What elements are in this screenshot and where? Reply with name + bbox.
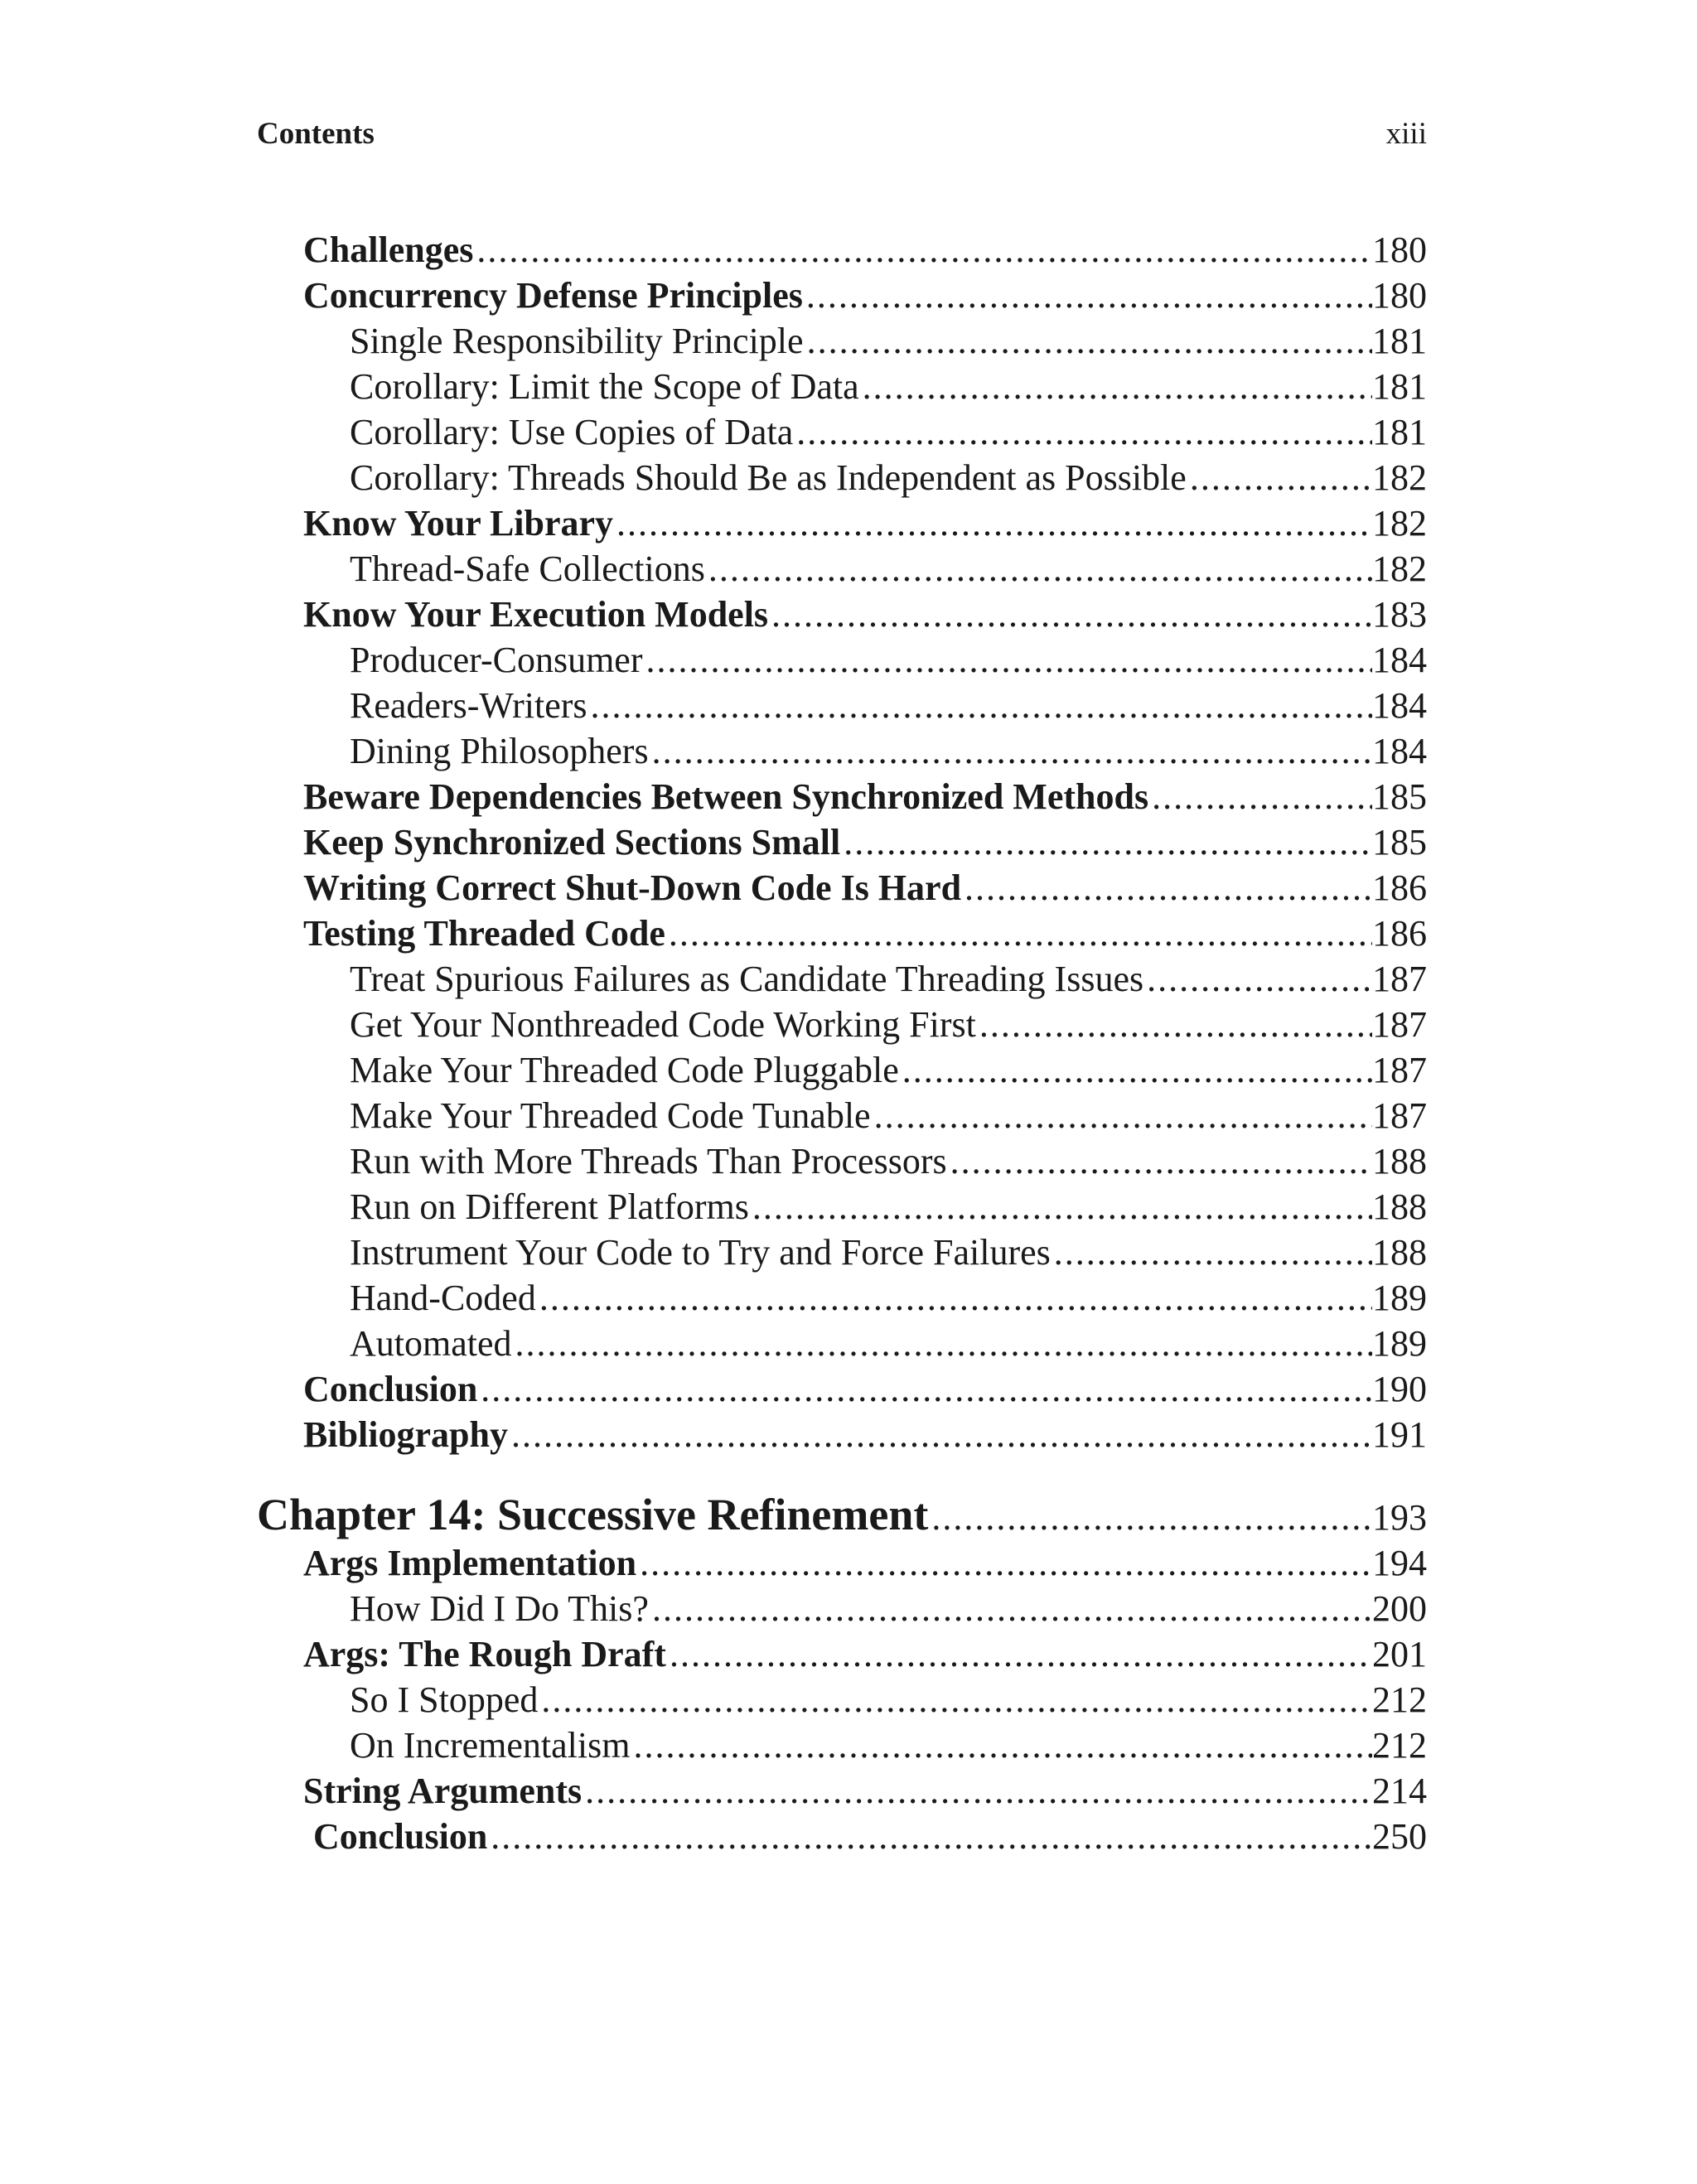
toc-entry-page: 212 bbox=[1372, 1679, 1427, 1720]
toc-entry-title: Dining Philosophers bbox=[350, 731, 649, 771]
dot-leader bbox=[665, 911, 1372, 956]
dot-leader bbox=[649, 729, 1372, 774]
dot-leader bbox=[947, 1139, 1372, 1184]
dot-leader bbox=[961, 866, 1372, 911]
dot-leader bbox=[642, 638, 1372, 683]
toc-entry bbox=[303, 1632, 1427, 1677]
toc-entry-page: 187 bbox=[1372, 1050, 1427, 1090]
toc-entry-title: Conclusion bbox=[313, 1816, 488, 1857]
toc-entry-page: 189 bbox=[1372, 1278, 1427, 1318]
toc-entry-title: Args: The Rough Draft bbox=[303, 1634, 666, 1674]
toc-entry-title: Producer-Consumer bbox=[350, 640, 643, 680]
toc-chapter-heading bbox=[257, 1488, 1427, 1541]
dot-leader bbox=[804, 319, 1372, 364]
toc-entry-page: 188 bbox=[1372, 1141, 1427, 1181]
dot-leader bbox=[536, 1276, 1372, 1321]
toc-entry-page: 187 bbox=[1372, 1095, 1427, 1136]
toc-entry bbox=[350, 1094, 1427, 1138]
toc-entry-title: Hand-Coded bbox=[350, 1278, 536, 1318]
dot-leader bbox=[976, 1003, 1372, 1047]
dot-leader bbox=[749, 1185, 1372, 1230]
toc-entry bbox=[350, 729, 1427, 774]
toc-entry-title: How Did I Do This? bbox=[350, 1588, 649, 1629]
toc-entry-page: 189 bbox=[1372, 1323, 1427, 1364]
toc-entry bbox=[303, 820, 1427, 865]
dot-leader bbox=[1143, 957, 1372, 1002]
toc-entry-title: Chapter 14: Successive Refinement bbox=[257, 1490, 929, 1539]
toc-entry bbox=[350, 1048, 1427, 1093]
running-head bbox=[257, 114, 1427, 154]
toc-entry-page: 181 bbox=[1372, 366, 1427, 407]
toc-entry-page: 181 bbox=[1372, 321, 1427, 361]
toc-entry-page: 182 bbox=[1372, 503, 1427, 544]
toc-entry-page: 187 bbox=[1372, 1004, 1427, 1045]
dot-leader bbox=[1148, 775, 1372, 819]
dot-leader bbox=[803, 273, 1372, 318]
toc-entry bbox=[350, 1322, 1427, 1366]
dot-leader bbox=[871, 1094, 1372, 1138]
toc-entry bbox=[303, 273, 1427, 318]
toc-entry-title: Corollary: Threads Should Be as Independent as Possible bbox=[350, 457, 1187, 498]
dot-leader bbox=[899, 1048, 1372, 1093]
dot-leader bbox=[473, 228, 1372, 273]
toc-entry bbox=[313, 1814, 1427, 1859]
toc-entry-title: Bibliography bbox=[303, 1414, 508, 1455]
dot-leader bbox=[636, 1541, 1372, 1586]
dot-leader bbox=[768, 592, 1372, 637]
dot-leader bbox=[1051, 1230, 1372, 1275]
toc-entry-page: 191 bbox=[1372, 1414, 1427, 1455]
toc-entry-title: So I Stopped bbox=[350, 1679, 539, 1720]
toc-entry bbox=[350, 365, 1427, 409]
toc-entry-page: 183 bbox=[1372, 594, 1427, 635]
toc-entry-title: Know Your Library bbox=[303, 503, 614, 544]
toc-entry bbox=[350, 1185, 1427, 1230]
toc-entry-page: 185 bbox=[1372, 822, 1427, 862]
toc-entry-title: Readers-Writers bbox=[350, 685, 587, 726]
toc-entry bbox=[350, 1678, 1427, 1723]
toc-entry-title: Conclusion bbox=[303, 1369, 478, 1409]
toc-entry bbox=[350, 456, 1427, 500]
dot-leader bbox=[587, 684, 1372, 728]
dot-leader bbox=[538, 1678, 1372, 1723]
toc-entry-page: 186 bbox=[1372, 867, 1427, 908]
dot-leader bbox=[859, 365, 1372, 409]
toc-entry-page: 182 bbox=[1372, 548, 1427, 589]
toc-entry-title: Know Your Execution Models bbox=[303, 594, 769, 635]
toc-entry-title: Run with More Threads Than Processors bbox=[350, 1141, 947, 1181]
toc-entry-title: Thread-Safe Collections bbox=[350, 548, 705, 589]
toc-entry-title: Keep Synchronized Sections Small bbox=[303, 822, 841, 862]
toc-entry bbox=[303, 501, 1427, 546]
toc-entry bbox=[303, 592, 1427, 637]
toc-entry bbox=[350, 1003, 1427, 1047]
toc-entry-page: 186 bbox=[1372, 913, 1427, 954]
toc-entry-page: 181 bbox=[1372, 412, 1427, 452]
toc-entry-title: Challenges bbox=[303, 230, 474, 270]
toc-entry-title: Beware Dependencies Between Synchronized Methods bbox=[303, 776, 1149, 817]
toc-entry bbox=[303, 228, 1427, 273]
toc-entry-title: Single Responsibility Principle bbox=[350, 321, 804, 361]
toc-entry bbox=[303, 911, 1427, 956]
toc-entry-title: Writing Correct Shut-Down Code Is Hard bbox=[303, 867, 962, 908]
toc-entry bbox=[350, 1723, 1427, 1768]
toc-entry-title: Make Your Threaded Code Pluggable bbox=[350, 1050, 899, 1090]
toc-entry bbox=[350, 684, 1427, 728]
dot-leader bbox=[512, 1322, 1372, 1366]
toc-entry bbox=[350, 410, 1427, 455]
dot-leader bbox=[613, 501, 1372, 546]
toc-entry-page: 184 bbox=[1372, 731, 1427, 771]
toc-entry-page: 180 bbox=[1372, 230, 1427, 270]
toc-entry-page: 200 bbox=[1372, 1588, 1427, 1629]
toc-entry bbox=[303, 1413, 1427, 1457]
dot-leader bbox=[793, 410, 1372, 455]
toc-entry-page: 190 bbox=[1372, 1369, 1427, 1409]
toc-entry-title: Get Your Nonthreaded Code Working First bbox=[350, 1004, 976, 1045]
toc-entry bbox=[350, 547, 1427, 592]
toc-entry bbox=[350, 638, 1427, 683]
toc-entry-page: 185 bbox=[1372, 776, 1427, 817]
toc-entry bbox=[350, 319, 1427, 364]
toc-entry-page: 184 bbox=[1372, 640, 1427, 680]
toc-entry-title: Concurrency Defense Principles bbox=[303, 275, 803, 316]
toc-entry-page: 184 bbox=[1372, 685, 1427, 726]
running-head-label: Contents bbox=[257, 117, 375, 151]
dot-leader bbox=[705, 547, 1372, 592]
toc-entry-page: 188 bbox=[1372, 1232, 1427, 1273]
toc-entry-page: 187 bbox=[1372, 959, 1427, 999]
dot-leader bbox=[487, 1814, 1372, 1859]
toc-entry-title: Args Implementation bbox=[303, 1543, 637, 1583]
toc-entry bbox=[350, 1230, 1427, 1275]
toc-entry-title: String Arguments bbox=[303, 1771, 583, 1811]
toc-entry-page: 201 bbox=[1372, 1634, 1427, 1674]
toc-entry bbox=[350, 1276, 1427, 1321]
dot-leader bbox=[582, 1769, 1372, 1814]
toc-entry-page: 180 bbox=[1372, 275, 1427, 316]
dot-leader bbox=[666, 1632, 1372, 1677]
toc-entry-title: Corollary: Use Copies of Data bbox=[350, 412, 794, 452]
dot-leader bbox=[1187, 456, 1372, 500]
toc-entry bbox=[303, 1541, 1427, 1586]
toc-entry bbox=[303, 1367, 1427, 1412]
toc-entry bbox=[303, 775, 1427, 819]
dot-leader bbox=[477, 1367, 1372, 1412]
toc-entry-title: Corollary: Limit the Scope of Data bbox=[350, 366, 859, 407]
toc-entry-page: 194 bbox=[1372, 1543, 1427, 1583]
dot-leader bbox=[840, 820, 1372, 865]
toc-entry-title: Instrument Your Code to Try and Force Failures bbox=[350, 1232, 1051, 1273]
toc-entry bbox=[303, 866, 1427, 911]
dot-leader bbox=[508, 1413, 1372, 1457]
toc-entry-title: Treat Spurious Failures as Candidate Threading Issues bbox=[350, 959, 1144, 999]
toc-entry-page: 182 bbox=[1372, 457, 1427, 498]
dot-leader bbox=[649, 1587, 1372, 1631]
dot-leader bbox=[630, 1723, 1372, 1768]
toc-entry-title: Automated bbox=[350, 1323, 512, 1364]
page-number: xiii bbox=[1385, 117, 1427, 151]
toc-entry-title: On Incrementalism bbox=[350, 1725, 631, 1766]
toc-entry bbox=[350, 1139, 1427, 1184]
toc-entry bbox=[350, 1587, 1427, 1631]
toc-entry-title: Run on Different Platforms bbox=[350, 1186, 749, 1227]
toc-entry-page: 250 bbox=[1372, 1816, 1427, 1857]
toc-entry bbox=[350, 957, 1427, 1002]
toc-entry-title: Make Your Threaded Code Tunable bbox=[350, 1095, 871, 1136]
toc-entry-title: Testing Threaded Code bbox=[303, 913, 665, 954]
toc-entry-page: 212 bbox=[1372, 1725, 1427, 1766]
dot-leader bbox=[928, 1491, 1372, 1541]
toc-entry-page: 193 bbox=[1372, 1497, 1427, 1538]
toc-entry-page: 214 bbox=[1372, 1771, 1427, 1811]
toc-entry-page: 188 bbox=[1372, 1186, 1427, 1227]
toc-entry bbox=[303, 1769, 1427, 1814]
